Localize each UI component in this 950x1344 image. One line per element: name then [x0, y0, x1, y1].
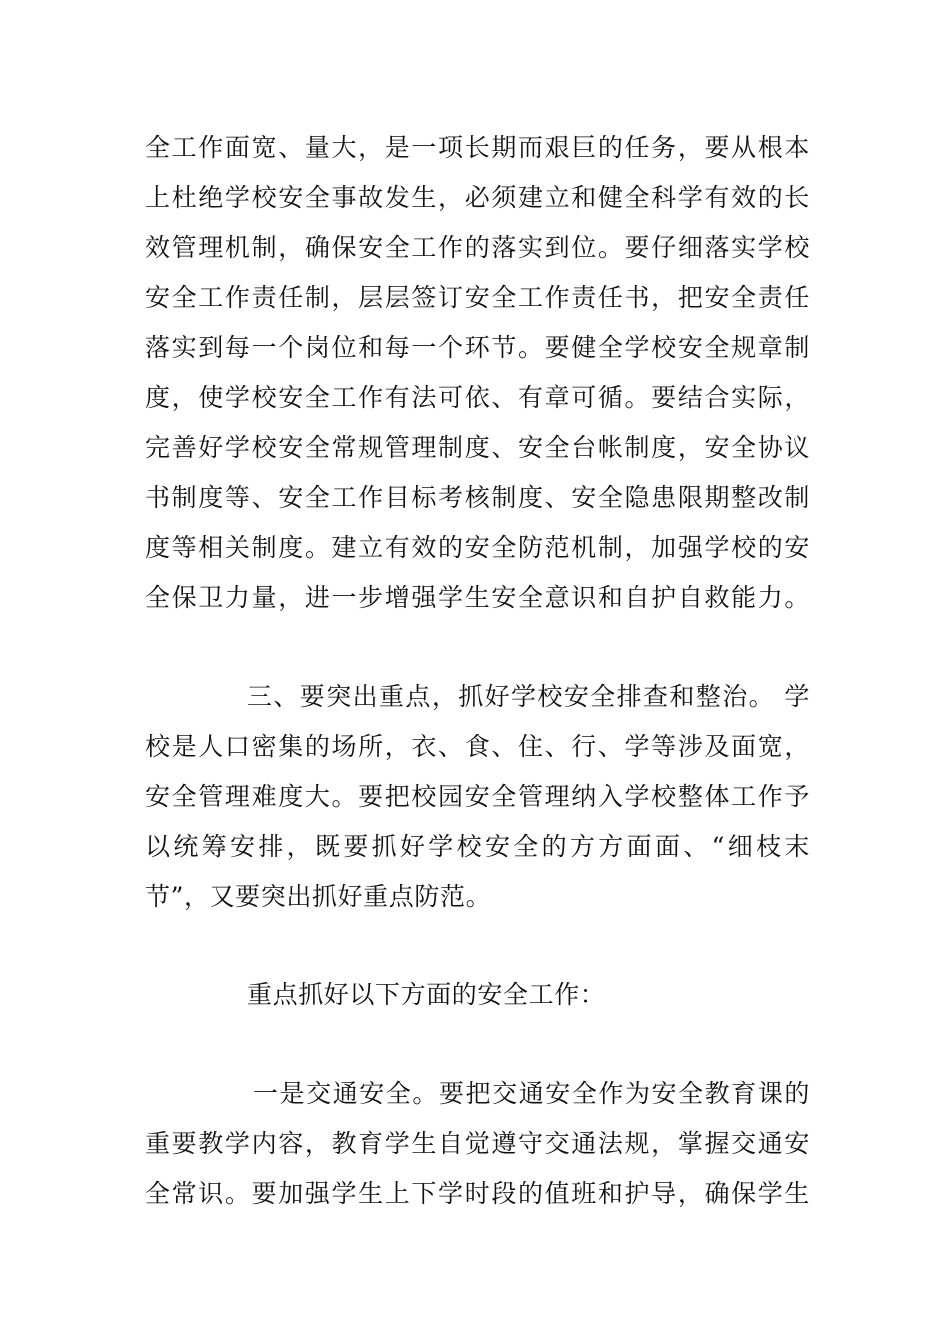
paragraph-1-line-3: 效管理机制，确保安全工作的落实到位。要仔细落实学校 — [145, 233, 810, 262]
paragraph-1-line-4: 安全工作责任制，层层签订安全工作责任书，把安全责任 — [145, 283, 810, 312]
paragraph-3-line-1: 重点抓好以下方面的安全工作： — [247, 980, 606, 1009]
paragraph-1-line-6: 度，使学校安全工作有法可依、有章可循。要结合实际， — [145, 383, 810, 412]
paragraph-1-line-9: 度等相关制度。建立有效的安全防范机制，加强学校的安 — [145, 533, 810, 562]
paragraph-2-line-4: 以统筹安排，既要抓好学校安全的方方面面、“细枝末 — [145, 832, 810, 861]
paragraph-1-line-1: 全工作面宽、量大，是一项长期而艰巨的任务，要从根本 — [145, 133, 810, 162]
paragraph-2-line-3: 安全管理难度大。要把校园安全管理纳入学校整体工作予 — [145, 782, 810, 811]
paragraph-2-line-1: 三、要突出重点，抓好学校安全排查和整治。 学 — [247, 682, 810, 711]
paragraph-4-line-3: 全常识。要加强学生上下学时段的值班和护导，确保学生 — [145, 1179, 810, 1208]
paragraph-1-line-10: 全保卫力量，进一步增强学生安全意识和自护自救能力。 — [145, 583, 810, 612]
paragraph-4-line-2: 重要教学内容，教育学生自觉遵守交通法规，掌握交通安 — [145, 1129, 810, 1158]
paragraph-2-line-2: 校是人口密集的场所，衣、食、住、行、学等涉及面宽， — [145, 732, 810, 761]
paragraph-1-line-7: 完善好学校安全常规管理制度、安全台帐制度，安全协议 — [145, 433, 810, 462]
paragraph-1-line-8: 书制度等、安全工作目标考核制度、安全隐患限期整改制 — [145, 483, 810, 512]
paragraph-4-line-1: 一是交通安全。要把交通安全作为安全教育课的 — [253, 1079, 810, 1108]
paragraph-1-line-5: 落实到每一个岗位和每一个环节。要健全学校安全规章制 — [145, 333, 810, 362]
paragraph-1-line-2: 上杜绝学校安全事故发生，必须建立和健全科学有效的长 — [145, 183, 810, 212]
paragraph-2-line-5: 节”，又要突出抓好重点防范。 — [145, 882, 492, 911]
